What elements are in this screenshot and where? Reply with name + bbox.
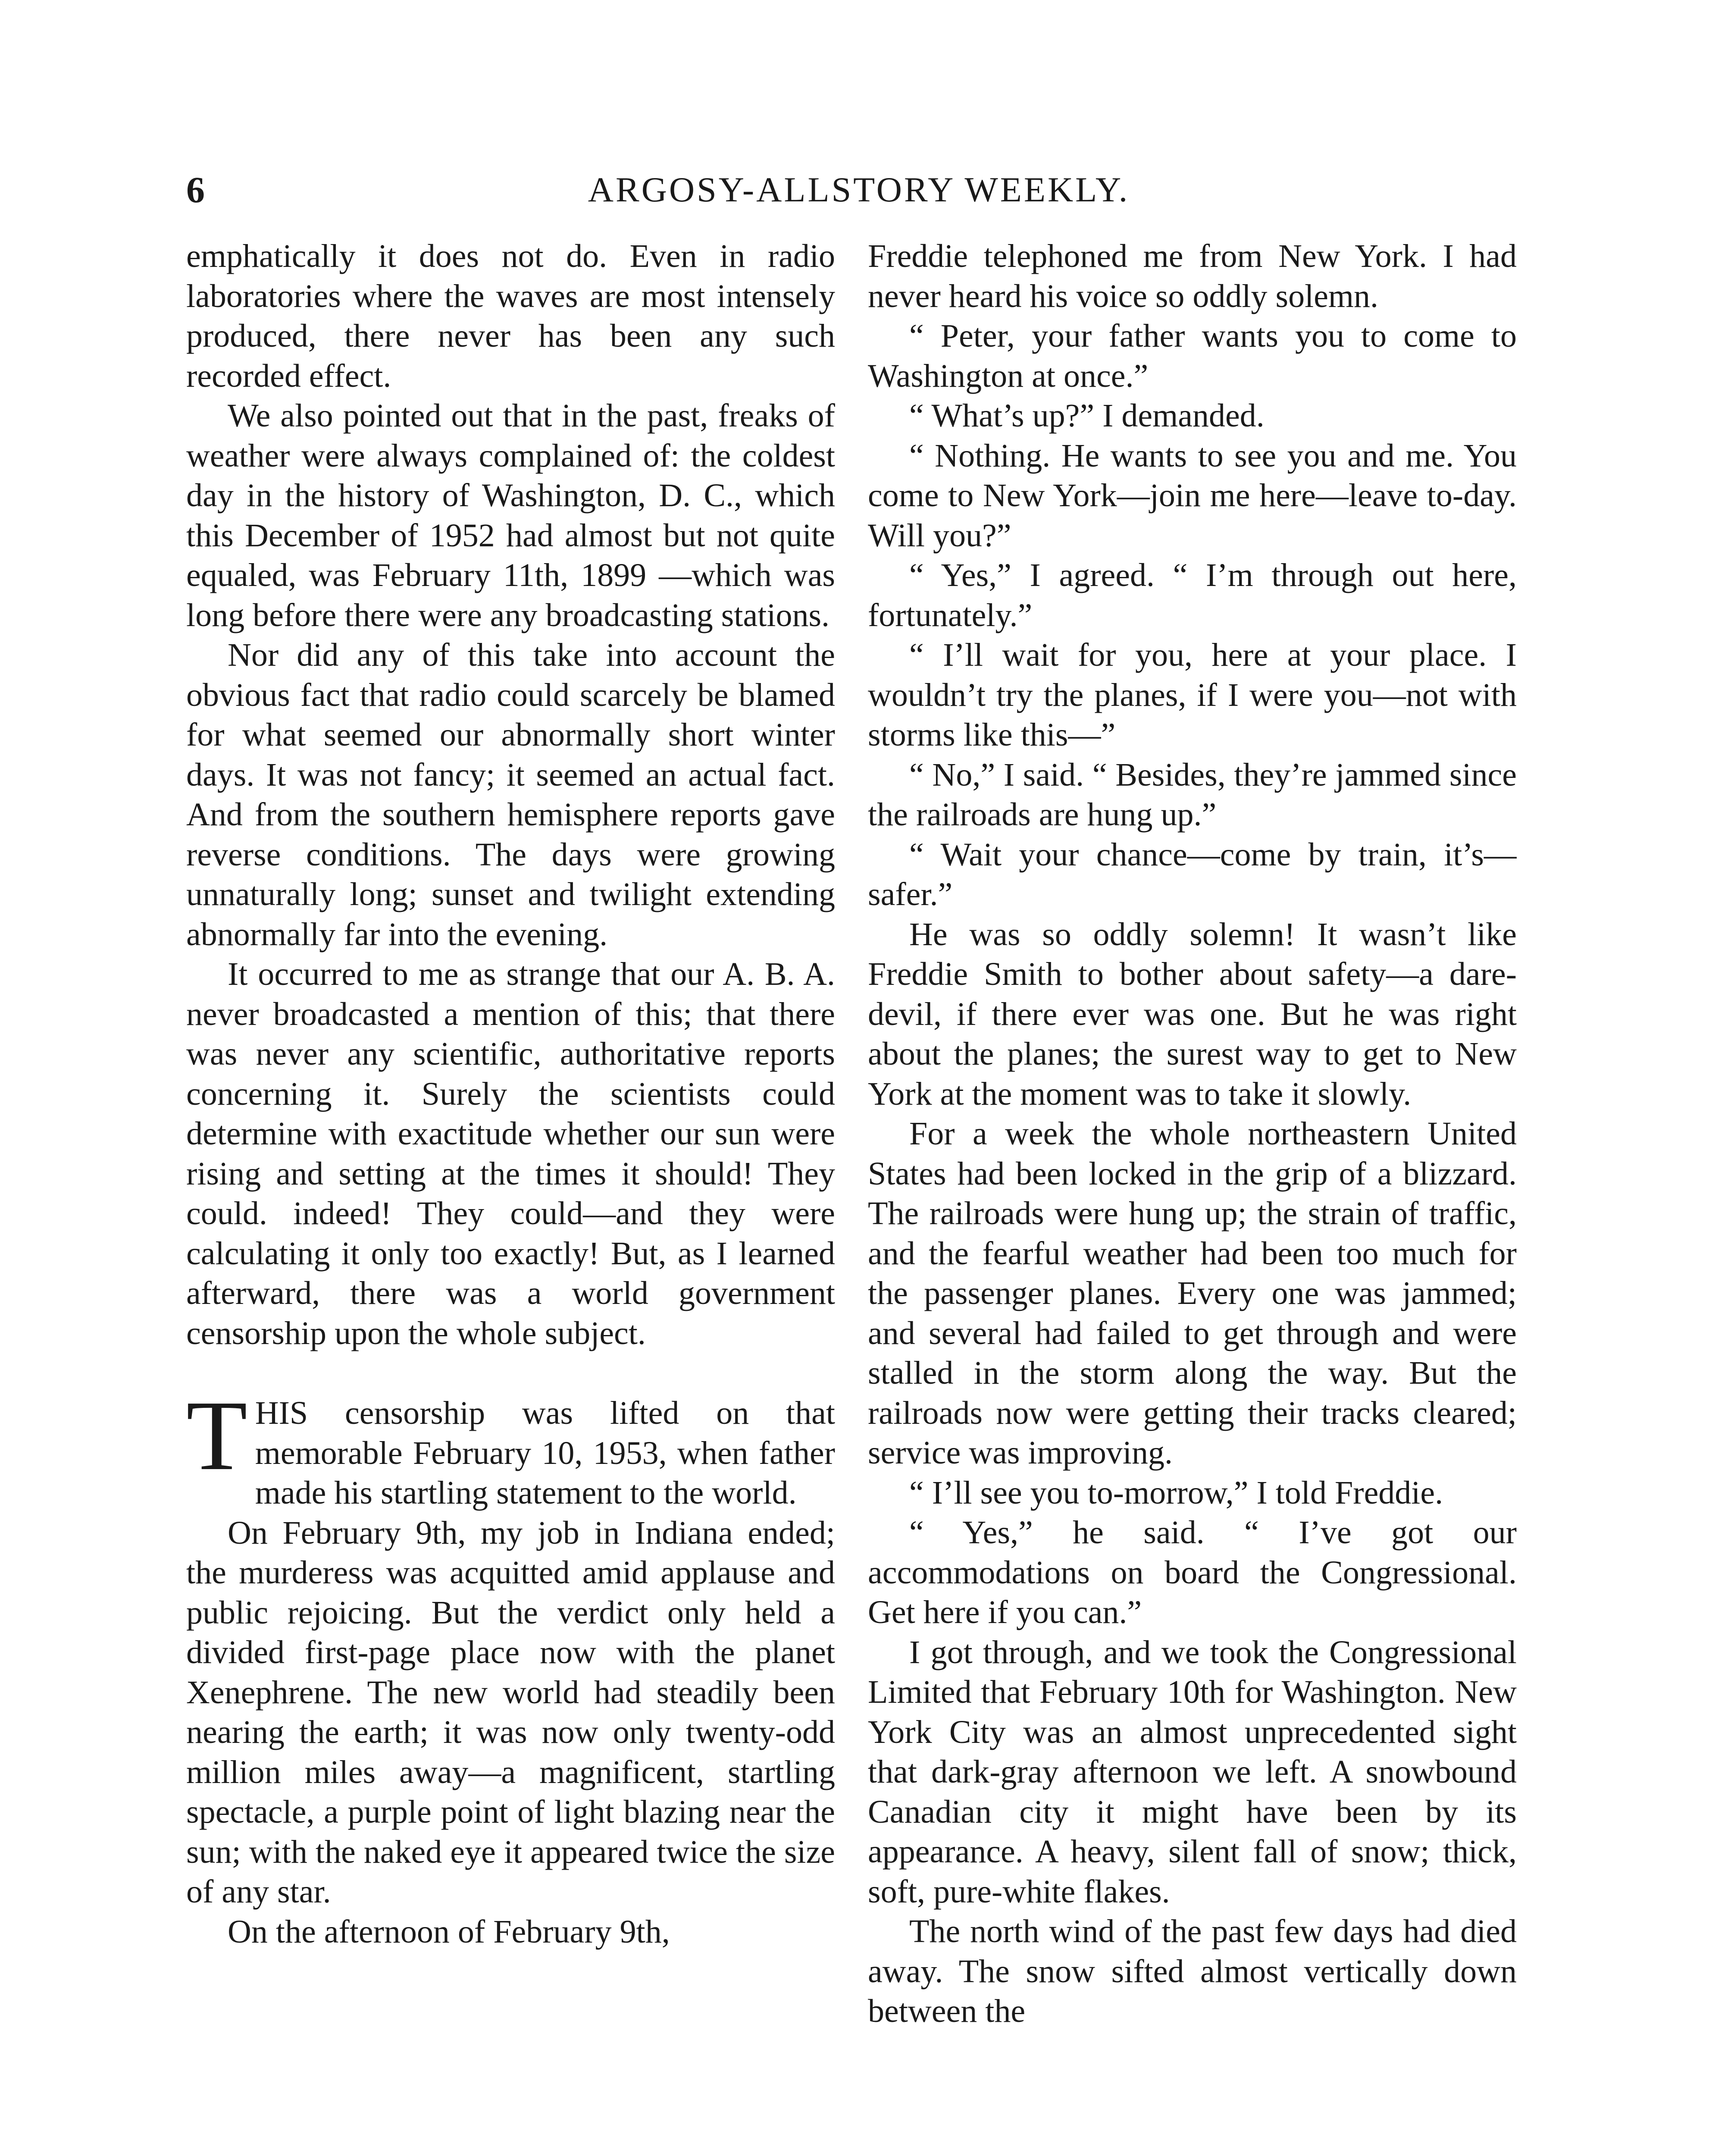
paragraph: “ I’ll see you to-morrow,” I told Freddie. — [909, 1474, 1443, 1511]
section-opening-text: HIS censorship was lifted on that memorable February 10, 1953, when father made his startling statement to the world. — [255, 1395, 835, 1511]
running-head: ARGOSY-ALLSTORY WEEKLY. — [588, 170, 1130, 209]
paragraph: “ Wait your chance—come by train, it’s—safer.” — [868, 836, 1517, 912]
paragraph: On the afternoon of February 9th, — [228, 1913, 670, 1950]
paragraph: We also pointed out that in the past, freaks of weather were always complained of: the coldest day in the history of Washington, D. C., which this December of 1952 had almost but not quite equaled, was February 11th, 1899 —which was long before there were any broadcasting stations. — [186, 398, 835, 633]
paragraph: I got through, and we took the Congressional Limited that February 10th for Washington. New York City was an almost unprecedented sight that dark-gray afternoon we left. A snowbound Canadian city it might have been by its appearance. A heavy, silent fall of snow; thick, soft, pure-white flakes. — [868, 1634, 1517, 1910]
section-break — [186, 1353, 835, 1393]
paragraph: “ Yes,” he said. “ I’ve got our accommodations on board the Congressional. Get here if you can.” — [868, 1514, 1517, 1630]
paragraph: Nor did any of this take into account the obvious fact that radio could scarcely be blamed for what seemed our abnormally short winter days. It was not fancy; it seemed an actual fact. And from the southern hemisphere reports gave reverse conditions. The days were growing unnaturally long; sunset and twilight extending abnormally far into the evening. — [186, 637, 835, 953]
paragraph: On February 9th, my job in Indiana ended; the murderess was acquitted amid applause and public rejoicing. But the verdict only held a divided first-page place now with the planet Xenephrene. The new world had steadily been nearing the earth; it was now only twenty-odd million miles away—a magnificent, startling spectacle, a purple point of light blazing near the sun; with the naked eye it appeared twice the size of any star. — [186, 1514, 835, 1910]
page-number: 6 — [186, 169, 205, 210]
paragraph: It occurred to me as strange that our A. B. A. never broadcasted a mention of this; that there was never any scientific, authoritative reports concerning it. Surely the scientists could determine with exactitude whether our sun were rising and setting at the times it should! They could. indeed! They could—and they were calculating it only too exactly! But, as I learned afterward, there was a world government censorship upon the whole subject. — [186, 956, 835, 1351]
section-opening-paragraph — [186, 1380, 835, 1513]
paragraph: “ I’ll wait for you, here at your place. I wouldn’t try the planes, if I were you—not with storms like this—” — [868, 637, 1517, 753]
right-column — [868, 236, 1517, 2156]
paragraph: “ Peter, your father wants you to come to Washington at once.” — [868, 318, 1517, 394]
paragraph: “ No,” I said. “ Besides, they’re jammed since the railroads are hung up.” — [868, 756, 1517, 833]
paragraph: “ Nothing. He wants to see you and me. You come to New York—join me here—leave to-day. Will you?” — [868, 437, 1517, 554]
paragraph: He was so oddly solemn! It wasn’t like Freddie Smith to bother about safety—a dare-devil, if there ever was one. But he was right about the planes; the surest way to get to New York at the moment was to take it slowly. — [868, 916, 1517, 1112]
paragraph: emphatically it does not do. Even in radio laboratories where the waves are most intensely produced, there never has been any such recorded effect. — [186, 238, 835, 394]
paragraph: Freddie telephoned me from New York. I had never heard his voice so oddly solemn. — [868, 238, 1517, 314]
paragraph: The north wind of the past few days had died away. The snow sifted almost vertically down between the — [868, 1913, 1517, 2029]
page-header — [186, 164, 1531, 216]
drop-cap: T — [186, 1380, 247, 1491]
paragraph: “ Yes,” I agreed. “ I’m through out here, fortunately.” — [868, 557, 1517, 633]
paragraph: “ What’s up?” I demanded. — [909, 398, 1265, 434]
left-column — [186, 236, 835, 2156]
paragraph: For a week the whole northeastern United States had been locked in the grip of a blizzard. The railroads were hung up; the strain of traffic, and the fearful weather had been too much for the passenger planes. Every one was jammed; and several had failed to get through and were stalled in the storm along the way. But the railroads now were getting their tracks cleared; service was improving. — [868, 1116, 1517, 1471]
